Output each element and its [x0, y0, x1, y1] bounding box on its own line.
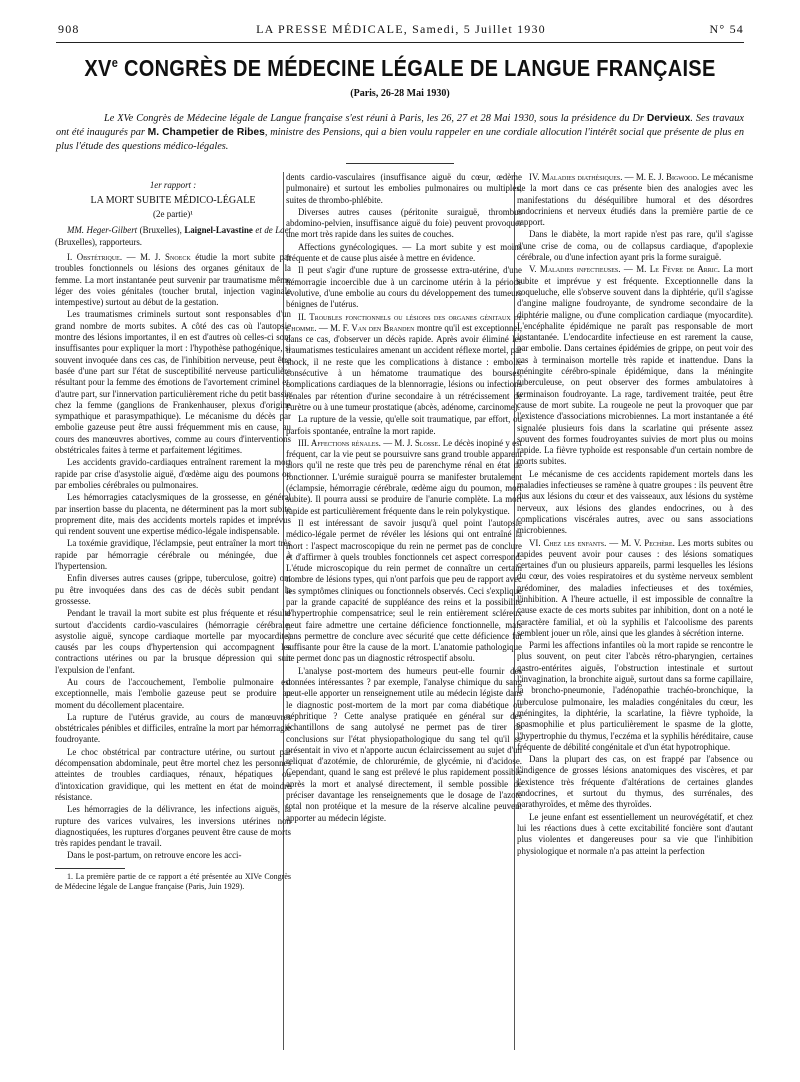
running-header [58, 22, 744, 40]
article-title [56, 56, 744, 82]
footnote-rule [55, 868, 125, 869]
intro-text-2: . Ses travaux ont été inaugurés par [56, 113, 744, 138]
column-2 [286, 172, 522, 1052]
rapport-number: 1er rapport : [149, 180, 197, 190]
section-heading: V. Maladies infectieuses. — M. Le Fèvre de Arric. [529, 264, 720, 275]
rapport-part: (2e partie)¹ [153, 208, 193, 219]
paragraph: dents cardio-vasculaires (insuffisance aiguë du cœur, œdème pulmonaire) et surtout les embolies pulmonaires ou multiples, suites de thrombo-phlébite. [286, 172, 522, 205]
paragraph: Il peut s'agir d'une rupture de grossesse extra-utérine, d'une hémorragie incoercible due à un carcinome utérin à la période évolutive, d'une embolie au cours du développement des tumeurs bénignes de l'utérus. [286, 265, 522, 310]
paragraph [55, 252, 291, 308]
authors-and: et [252, 225, 265, 236]
paragraph [286, 438, 522, 517]
paragraph: La rupture de la vessie, qu'elle soit traumatique, par effort, ou parfois spontanée, entraîne la mort rapide. [286, 414, 522, 436]
rapport-title: LA MORT SUBITE MÉDICO-LÉGALE [90, 195, 256, 207]
paragraph-text: Les morts subites ou rapides peuvent avoir pour causes : des lésions somatiques certaines d'un ou plusieurs appareils, parmi lesquelles les lésions du cœur, des voies respiratoires et du système nerveux semblent prédominer, des maladies infectieuses et des toxémies, l'inhibition. A l'heure actuelle, il est impossible de connaître la cause exacte de ces morts subites par inhibition, dont on a noté le caractère familial, et où la syphilis et l'alcoolisme des parents semblent jouer un rôle, ainsi que les glandes à sécrétion interne. [517, 537, 753, 638]
paragraph: La rupture de l'utérus gravide, au cours de manœuvres obstétricales pénibles et difficiles, entraîne la mort par hémorragie foudroyante. [55, 711, 291, 745]
minister-name: M. Champetier de Ribes [147, 126, 265, 138]
paragraph [517, 538, 753, 640]
column-1 [55, 172, 291, 1052]
paragraph-text: étudie la mort subite par troubles fonctionnels ou lésions des organes génitaux de la femme. La mort instantanée peut survenir par traumatisme même léger des voies génitales (toucher brutal, injection vaginale intempestive) surtout au début de la gestation. [55, 252, 291, 308]
intro-paragraph [56, 112, 744, 154]
title-numeral: XV [84, 56, 112, 82]
paragraph-text: Le mécanisme de la mort dans ce cas présente bien des analogies avec les manifestations du déséquilibre humoral et des désordres endocriniens et nerveux étudiés dans la première partie de ce rapport. [517, 172, 753, 228]
paragraph: Le mécanisme de ces accidents rapidement mortels dans les maladies infectieuses se ramène à quatre groupes : ils peuvent être dus aux lésions du cœur et des vaisseaux, aux lésions du système nerveux, aux lésions des glandes endocrines, ou à des complications viscérales autres, avec ou sans associations microbiennes. [517, 468, 753, 536]
paragraph: Les traumatismes criminels surtout sont responsables d'un grand nombre de morts subites. A côté des cas où l'autopsie montre des lésions importantes, il en est d'autres où celles-ci sont insuffisantes pour expliquer la mort : l'hypothèse pathogénique, si souvent invoquée dans ces cas, de l'inhibition nerveuse, peut être basée d'une part sur l'état de susceptibilité nerveuse particulière résultant pour la femme des émotions de l'avortement criminel et, d'autre part, sur l'innervation particulièrement riche du petit bassin chez la femme (ganglions de Frankenhauser, plexus d'origine sympathique et parasympathique). Le mécanisme du décès par embolie gazeuse peut être aussi fréquemment mis en cause, au cours des manœuvres abortives, comme au cours d'interventions obstétricales faites à terme et parfaitement légitimes. [55, 309, 291, 456]
title-sup: e [111, 56, 119, 71]
title-text: CONGRÈS DE MÉDECINE LÉGALE DE LANGUE FRANÇAISE [118, 56, 716, 82]
paragraph: Il est intéressant de savoir jusqu'à quel point l'autopsie médico-légale permet de révéler les lésions qui ont entraîné la mort : l'aspect macroscopique du rein ne permet pas de conclure et d'affirmer à quels troubles fonctionnels cet aspect correspond. L'étude microscopique du rein permet de connaître un certain nombre de lésions types, qui n'ont parfois que peu de rapport avec les symptômes cliniques ou fonctionnels observés. Ceci s'explique par la grande capacité de suppléance des reins et la possibilité d'hypertrophie compensatrice; seul le rein entièrement scléreux peut faire admettre une certaine déficience fonctionnelle, mais sans permettre de conclure avec sécurité que cette déficience fut suffisante pour être la cause de la mort. L'anatomie pathologique ne permet donc pas un diagnostic rétrospectif absolu. [286, 517, 522, 664]
paragraph: La toxémie gravidique, l'éclampsie, peut entraîner la mort très rapide par hémorragie cérébrale ou méningée, due à l'hypertension. [55, 538, 291, 572]
paragraph-text: Le décès inopiné y est fréquent, car la vie peut se poursuivre sans grand trouble apparent alors qu'il ne reste que très peu de parenchyme rénal en état de fonctionner. L'urémie suraiguë pourra se manifester brutalement (éclampsie, hémorragie cérébrale, œdème aigu du poumon, mort subite). Il pourra aussi se produire de l'anurie complète. La mort rapide est particulièrement fréquente dans le rein polykystique. [286, 437, 522, 516]
paragraph: Enfin diverses autres causes (grippe, tuberculose, goitre) ont pu être invoquées dans des cas de décès subit pendant la grossesse. [55, 573, 291, 606]
section-heading: II. Troubles fonctionnels ou lésions des organes génitaux de l'homme. — M. F. Van den Branden [286, 311, 522, 333]
paragraph: Dans la plupart des cas, on est frappé par l'absence ou l'indigence de grosses lésions anatomiques des viscères, et par l'existence très fréquente d'altérations de certaines glandes endocrines, et surtout du thymus, des surrénales, des parathyroïdes, et même des thyroïdes. [517, 754, 753, 810]
intro-divider [346, 163, 454, 164]
paragraph: Parmi les affections infantiles où la mort rapide se rencontre le plus souvent, on peut citer l'abcès rétro-pharyngien, certaines gastro-entérites aiguës, l'obstruction intestinale et surtout l'invagination, la bronchite aiguë, surtout dans sa forme capillaire, la broncho-pneumonie, l'adénopathie trachéo-bronchique, la tuberculose pulmonaire, les maladies congénitales du cœur, les méningites, la diphtérie, la scarlatine, la fièvre typhoïde, la spasmophilie et plus particulièrement le spasme de la glotte, l'hypertrophie du thymus, l'eczéma et la syphilis héréditaire, cause fréquente de débilité congénitale et d'un état hypotrophique. [517, 640, 753, 752]
article-subtitle: (Paris, 26-28 Mai 1930) [350, 88, 450, 99]
paragraph: L'analyse post-mortem des humeurs peut-elle fournir des données intéressantes ? par exemple, l'analyse chimique du sang peut-elle apporter un renseignement utile au médecin légiste dans le diagnostic post-mortem de la mort par coma diabétique ou néphritique ? Cette analyse pratiquée en général sur des échantillons de sang autolysé ne permet pas de tirer de conclusions sur l'état physiopathologique du sang tel qu'il se présentait in vivo et n'apporte aucun éclaircissement au sujet d'un reliquat d'azotémie, de chlorurémie, de glycémie, ni d'acidose. Cependant, quand le sang est prélevé le plus rapidement possible après la mort et analysé directement, il semble possible de préciser davantage les renseignements que le dosage de l'azote total non protéique et la mesure de la réserve alcaline peuvent apporter au médecin légiste. [286, 665, 522, 823]
paragraph: Les hémorragies de la délivrance, les infections aiguës, la rupture des varices vulvaires, les inversions utérines non diagnostiquées, les ruptures d'organes peuvent être cause de morts très rapides pendant le travail. [55, 804, 291, 849]
section-heading: IV. Maladies diathésiques. — M. E. J. Bigwood. [529, 172, 700, 182]
president-name: Dervieux [646, 113, 691, 124]
paragraph [517, 172, 753, 228]
paragraph-text: La mort subite et imprévue y est fréquente. Exceptionnelle dans la coqueluche, elle s'observe souvent dans la diphtérie, qu'il s'agisse d'angine maligne foudroyante, de syndrome secondaire de la diphtérie maligne, ou d'une complication cardiaque (myocardite). L'encéphalite épidémique ne paraît pas responsable de mort instantanée. L'endocardite infectieuse en est rarement la cause, par embolie. Dans certaines épidémies de grippe, on peut voir des cas à terminaison mortelle très rapide et inattendue. Dans la méningite cérébro-spinale épidémique, dans la méningite tuberculeuse, on peut observer des formes ambulatoires à terminaison foudroyante. La rage, tardivement traitée, peut être cause de mort subite. La rougeole ne peut la provoquer que par l'existence d'associations microbiennes. La mort instantanée a été signalée plusieurs fois dans la scarlatine qui présente assez souvent des formes foudroyantes suivies de mort plus ou moins rapide. La fièvre typhoïde est responsable d'un certain nombre de morts subites. [517, 264, 753, 467]
paragraph: Affections gynécologiques. — La mort subite y est moins fréquente et de cause plus aisée à mettre en évidence. [286, 241, 522, 264]
footnote: 1. La première partie de ce rapport a été présentée au XIVe Congrès de Médecine légale de Langue française (Paris, Juin 1929). [55, 871, 291, 891]
intro-text-3: , ministre des Pensions, qui a bien voulu rappeler en une cordiale allocution l'intérêt social que présente de plus en plus l'étude des questions médico-légales. [56, 126, 745, 152]
paragraph [286, 312, 522, 414]
paragraph: Au cours de l'accouchement, l'embolie pulmonaire est exceptionnelle, mais l'embolie gazeuse peut se produire au moment du décollement placentaire. [55, 676, 291, 710]
journal-title: LA PRESSE MÉDICALE, Samedi, 5 Juillet 1930 [256, 22, 546, 36]
paragraph: Le jeune enfant est essentiellement un neurovégétatif, et chez lui les réactions dues à cette excitabilité foncière sont d'autant plus violentes et dangereuses pour sa vie que l'inhibition physiologique et normale n'a pas atteint la perfection [517, 811, 753, 856]
section-heading: III. Affections rénales. — M. J. Slosse. [298, 437, 441, 448]
paragraph: Dans le post-partum, on retrouve encore les acci- [67, 850, 242, 861]
paragraph: Le choc obstétrical par contracture utérine, ou surtout par décompensation abdominale, peut être mortel chez les personnes atteintes de troubles cardiaques, rénaux, hépatiques ou d'intoxication gravidique, qui les mettent en état de moindre résistance. [55, 746, 291, 802]
paragraph: Pendant le travail la mort subite est plus fréquente et résulte surtout d'accidents cardio-vasculaires (hémorragie cérébrale, asystolie aiguë, syncope cardiaque mortelle par myocardite) causés par les coups d'hypertension qui accompagnent les contractions utérines ou par la brusque dépression qui suit l'expulsion de l'enfant. [55, 608, 291, 675]
paragraph: Les accidents gravido-cardiaques entraînent rarement la mort rapide par crise d'asystolie aiguë, d'œdème aigu des poumons ou par embolies cérébrales ou pulmonaires. [55, 457, 291, 490]
column-3 [517, 172, 753, 1052]
authors-prefix: MM. [67, 225, 87, 236]
intro-text-1: Le XVe Congrès de Médecine légale de Langue française s'est réuni à Paris, les 26, 27 et 28 Mai 1930, sous la présidence du Dr [104, 113, 647, 124]
authors-suffix: (Bruxelles), rapporteurs. [55, 236, 142, 247]
author-3: de Laet [264, 225, 291, 236]
author-1: Heger-Gilbert [86, 225, 138, 236]
issue-number: N° 54 [709, 22, 744, 36]
rapporteurs [55, 225, 291, 248]
paragraph: Diverses autres causes (péritonite suraiguë, thrombus abdomino-pelvien, insuffisance aiguë du foie) peuvent provoquer une mort très rapide dans les suites de couches. [286, 206, 522, 240]
author-1-city: (Bruxelles), [137, 225, 185, 236]
header-rule [56, 42, 744, 43]
paragraph: Les hémorragies cataclysmiques de la grossesse, en général par insertion basse du placenta, ne déterminent pas la mort subite proprement dite, mais des accidents mortels rapides et imprévus qui rendent souvent une expertise médico-légale indispensable. [55, 492, 291, 537]
section-heading: VI. Chez les enfants. — M. V. Pechère. [529, 537, 675, 548]
paragraph-text: montre qu'il est exceptionnel, dans ce cas, d'observer un décès rapide. Après avoir éliminé les traumatismes testiculaires amenant un accident réflexe mortel, par shock, il ne reste que les complications à distance : embolie consécutive à un hématome traumatique des bourses, complications cardiaques de la blennorragie, lésions ou infections rénales par rétention d'urine secondaire à un rétrécissement de l'urètre ou à une tumeur prostatique (abcès, adénome, carcinome). [286, 322, 522, 412]
paragraph [517, 264, 753, 467]
section-heading: I. Obstétrique. — M. J. Snoeck [67, 252, 191, 262]
author-2: Laignel-Lavastine [184, 225, 253, 236]
page-number: 908 [58, 22, 80, 36]
paragraph: Dans le diabète, la mort rapide n'est pas rare, qu'il s'agisse d'une crise de coma, ou de collapsus cardiaque, d'apoplexie cérébrale, ou d'une infection ayant pris la forme suraiguë. [517, 229, 753, 263]
